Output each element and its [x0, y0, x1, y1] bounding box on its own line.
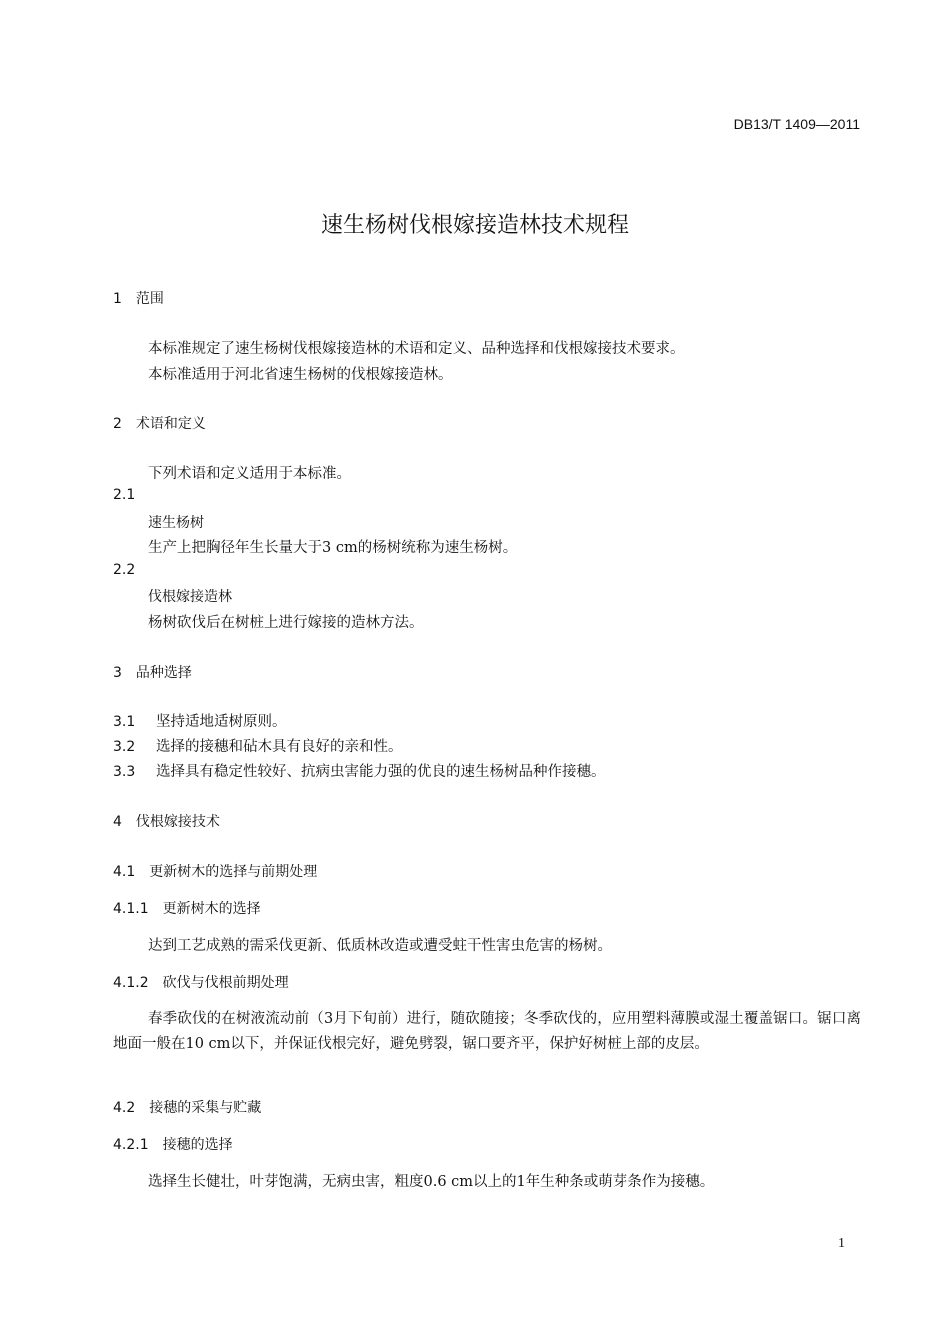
- clause-text: 选择具有稳定性较好、抗病虫害能力强的优良的速生杨树品种作接穗。: [156, 764, 606, 780]
- subsection-number: 4.2.1: [113, 1137, 149, 1153]
- standard-code: DB13/T 1409—2011: [733, 116, 860, 132]
- term-definition: 杨树砍伐后在树桩上进行嫁接的造林方法。: [148, 615, 424, 631]
- clause-number: 3.2: [113, 739, 136, 755]
- terms-intro: 下列术语和定义适用于本标准。: [148, 466, 351, 482]
- subsection-title: 更新树木的选择与前期处理: [149, 864, 318, 880]
- scope-paragraph-1: 本标准规定了速生杨树伐根嫁接造林的术语和定义、品种选择和伐根嫁接技术要求。: [148, 341, 685, 357]
- clause-item: [113, 735, 403, 756]
- section-title: 范围: [135, 291, 164, 307]
- section-number: 1: [113, 291, 122, 307]
- document-title: 速生杨树伐根嫁接造林技术规程: [320, 213, 629, 238]
- section-title: 术语和定义: [135, 416, 206, 432]
- section-3-heading: [113, 662, 192, 682]
- subsection-4-1-heading: [113, 861, 317, 881]
- subsection-title: 砍伐与伐根前期处理: [162, 975, 289, 991]
- section-number: 2: [113, 416, 122, 432]
- section-1-heading: [113, 288, 164, 308]
- subsection-number: 4.1.1: [113, 901, 149, 917]
- clause-number: 3.1: [113, 714, 136, 730]
- subsection-number: 4.1: [113, 864, 136, 880]
- clause-item: [113, 760, 606, 781]
- term-name: 速生杨树: [148, 515, 204, 531]
- term-definition: 生产上把胸径年生长量大于3 cm的杨树统称为速生杨树。: [148, 540, 518, 556]
- subsection-paragraph: 选择生长健壮，叶芽饱满，无病虫害，粗度0.6 cm以上的1年生种条或萌芽条作为接穗。: [148, 1174, 715, 1190]
- page-number: 1: [838, 1236, 845, 1251]
- subsection-4-1-1-heading: [113, 898, 261, 918]
- section-4-heading: [113, 811, 220, 831]
- section-number: 3: [113, 665, 122, 681]
- section-number: 4: [113, 814, 122, 830]
- term-number: 2.2: [113, 562, 136, 578]
- subsection-4-2-1-heading: [113, 1134, 233, 1154]
- subsection-4-2-heading: [113, 1097, 261, 1117]
- term-number: 2.1: [113, 487, 136, 503]
- scope-paragraph-2: 本标准适用于河北省速生杨树的伐根嫁接造林。: [148, 367, 453, 383]
- subsection-4-1-2-heading: [113, 972, 289, 992]
- subsection-number: 4.2: [113, 1100, 136, 1116]
- clause-text: 坚持适地适树原则。: [156, 714, 287, 730]
- subsection-number: 4.1.2: [113, 975, 149, 991]
- subsection-paragraph: 达到工艺成熟的需采伐更新、低质林改造或遭受蛀干性害虫危害的杨树。: [148, 938, 612, 954]
- subsection-title: 接穗的选择: [162, 1137, 233, 1153]
- clause-item: [113, 710, 287, 731]
- section-2-heading: [113, 413, 206, 433]
- subsection-title: 接穗的采集与贮藏: [149, 1100, 262, 1116]
- clause-text: 选择的接穗和砧木具有良好的亲和性。: [156, 739, 403, 755]
- subsection-title: 更新树木的选择: [162, 901, 261, 917]
- section-title: 伐根嫁接技术: [135, 814, 220, 830]
- clause-number: 3.3: [113, 764, 136, 780]
- section-title: 品种选择: [135, 665, 192, 681]
- term-name: 伐根嫁接造林: [148, 589, 232, 605]
- subsection-paragraph: 春季砍伐的在树液流动前（3月下旬前）进行，随砍随接；冬季砍伐的，应用塑料薄膜或湿土覆盖锯口。锯口离地面一般在10 cm以下，并保证伐根完好，避免劈裂，锯口要齐平，保护好树桩上部的皮层。: [113, 1011, 861, 1052]
